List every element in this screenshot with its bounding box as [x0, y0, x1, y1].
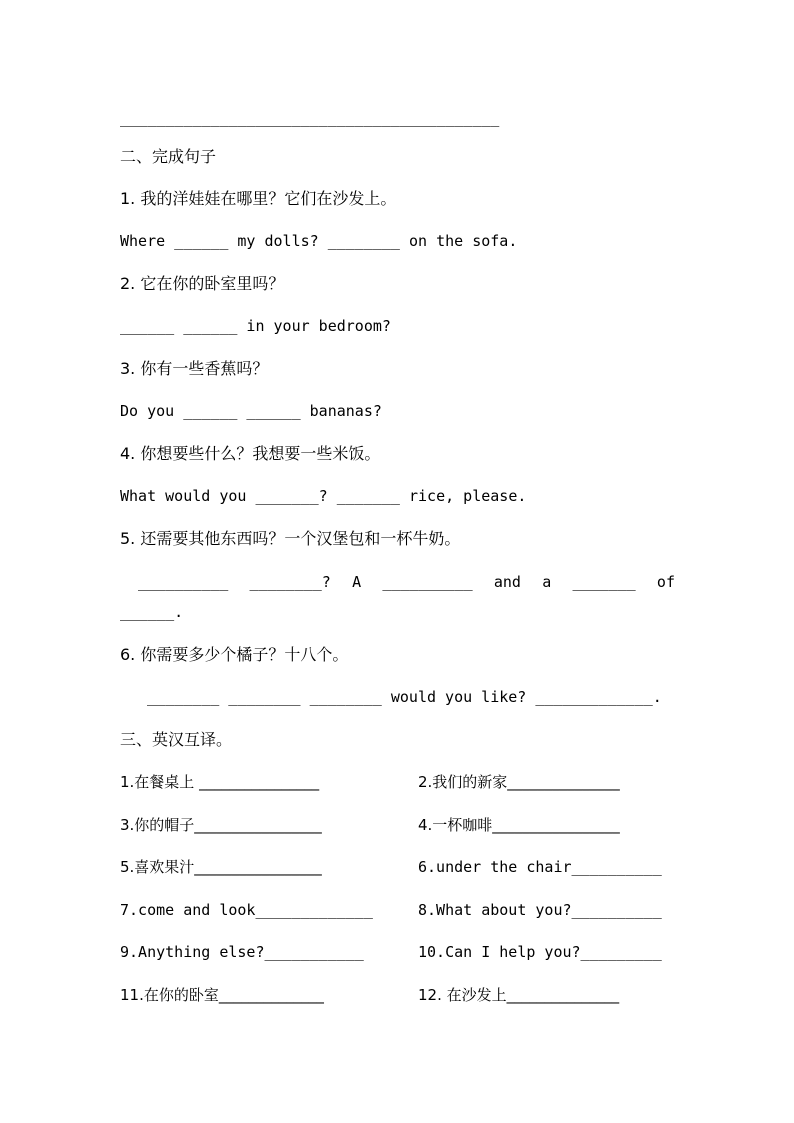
- top-rule: __________________________________________: [120, 109, 500, 127]
- section3-heading: 三、英汉互译。: [120, 730, 233, 749]
- item2-chinese: 2. 它在你的卧室里吗？: [120, 274, 285, 293]
- translate-item-8: 8.What about you?__________: [418, 901, 662, 919]
- item4-chinese: 4. 你想要些什么？我想要一些米饭。: [120, 444, 381, 463]
- item3-english: Do you ______ ______ bananas?: [120, 402, 382, 420]
- item5-english: [138, 572, 675, 592]
- section2-heading: 二、完成句子: [120, 147, 217, 166]
- translate-item-1: 1.在餐桌上 ________________: [120, 773, 320, 791]
- translate-item-3: 3.你的帽子_________________: [120, 816, 322, 834]
- item1-chinese: 1. 我的洋娃娃在哪里？它们在沙发上。: [120, 189, 397, 208]
- item5-english-continued: ______.: [120, 603, 184, 621]
- item5-word: of: [656, 573, 675, 591]
- item6-chinese: 6. 你需要多少个橘子？十八个。: [120, 645, 349, 664]
- item6-english: ________ ________ ________ would you like? _____________.: [138, 688, 662, 706]
- translate-item-6: 6.under the chair__________: [418, 858, 662, 876]
- translate-item-10: 10.Can I help you?_________: [418, 943, 662, 961]
- translate-item-2: 2.我们的新家_______________: [418, 773, 620, 791]
- translate-item-5: 5.喜欢果汁_________________: [120, 858, 322, 876]
- translate-item-7: 7.come and look_____________: [120, 901, 373, 919]
- item5-chinese: 5. 还需要其他东西吗？一个汉堡包和一杯牛奶。: [120, 529, 461, 548]
- translate-item-12: 12. 在沙发上_______________: [418, 986, 620, 1004]
- translate-item-9: 9.Anything else?___________: [120, 943, 364, 961]
- item5-word: A: [352, 573, 362, 591]
- translate-item-11: 11.在你的卧室______________: [120, 986, 324, 1004]
- item5-word: __________: [138, 573, 229, 591]
- item5-word: a: [542, 573, 552, 591]
- item5-word: __________: [382, 573, 473, 591]
- translate-item-4: 4.一杯咖啡_________________: [418, 816, 620, 834]
- item4-english: What would you _______? _______ rice, please.: [120, 487, 527, 505]
- item1-english: Where ______ my dolls? ________ on the sofa.: [120, 232, 518, 250]
- item2-english: ______ ______ in your bedroom?: [120, 317, 391, 335]
- item3-chinese: 3. 你有一些香蕉吗？: [120, 359, 269, 378]
- item5-word: and: [493, 573, 521, 591]
- item5-word: ________?: [249, 573, 331, 591]
- item5-word: _______: [572, 573, 636, 591]
